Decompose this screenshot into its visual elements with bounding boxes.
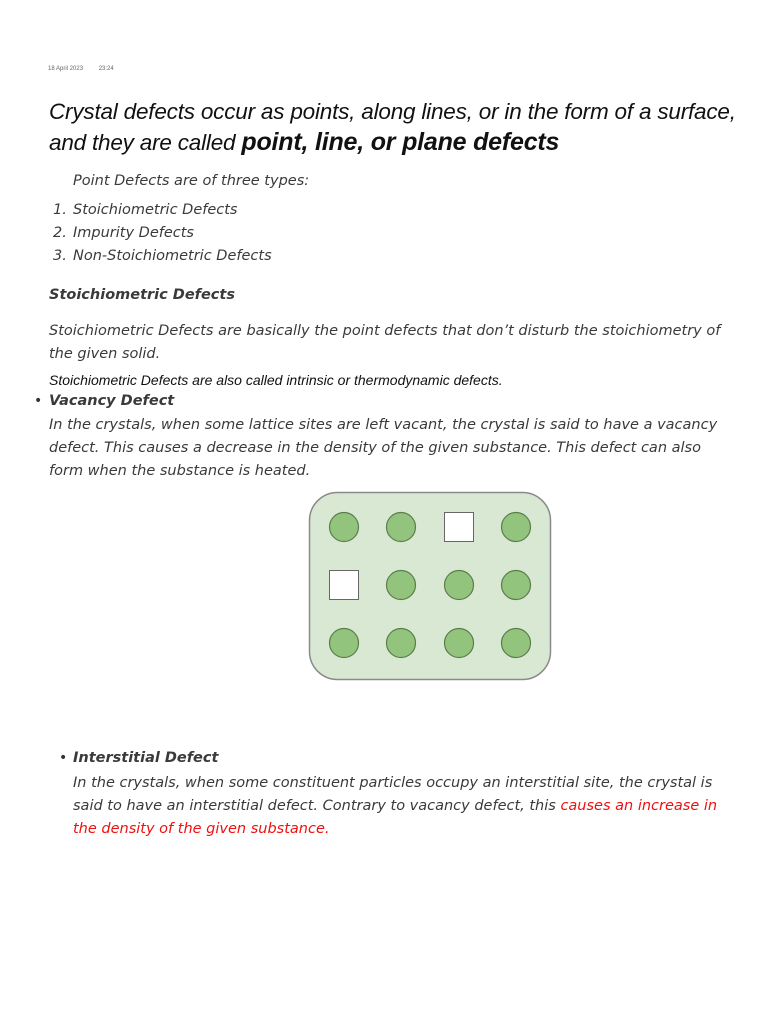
interstitial-bullet: • — [59, 750, 68, 766]
interstitial-text-highlight: causes an increase in the density of the given substance. — [73, 798, 718, 837]
point-defects-intro: Point Defects are of three types: — [73, 173, 310, 189]
page-headline — [49, 96, 759, 158]
atom-site — [330, 629, 359, 658]
list-label: Impurity Defects — [73, 225, 194, 241]
stoichiometric-alias-note: Stoichiometric Defects are also called intrinsic or thermodynamic defects. — [49, 372, 503, 388]
vacancy-site — [445, 513, 474, 542]
list-label: Stoichiometric Defects — [73, 202, 238, 218]
atom-site — [445, 629, 474, 658]
list-item — [53, 222, 272, 245]
atom-site — [387, 571, 416, 600]
headline-line2-prefix: and they are called — [49, 130, 242, 155]
atom-site — [445, 571, 474, 600]
atom-site — [502, 571, 531, 600]
list-label: Non-Stoichiometric Defects — [73, 248, 272, 264]
atom-site — [502, 629, 531, 658]
vacancy-heading: Vacancy Defect — [49, 393, 175, 409]
list-item — [53, 245, 272, 268]
note-timestamp — [48, 66, 128, 72]
list-item — [53, 199, 272, 222]
vacancy-defect-diagram — [308, 491, 552, 681]
interstitial-text-normal: In the crystals, when some constituent particles occupy an interstitial site, the crystal is said to have an interstitial defect. Contrary to vacancy defect, this — [73, 775, 713, 814]
list-number: 2. — [53, 225, 67, 241]
list-number: 1. — [53, 202, 67, 218]
atom-site — [387, 629, 416, 658]
headline-bold-term: point, line, or plane defects — [241, 128, 560, 156]
list-number: 3. — [53, 248, 67, 264]
atom-site — [330, 513, 359, 542]
stoichiometric-heading: Stoichiometric Defects — [49, 287, 235, 303]
interstitial-heading: Interstitial Defect — [73, 750, 219, 766]
vacancy-site — [330, 571, 359, 600]
vacancy-bullet: • — [34, 393, 43, 409]
atom-site — [502, 513, 531, 542]
atom-site — [387, 513, 416, 542]
note-time: 23:24 — [98, 66, 114, 72]
point-defect-types-list — [53, 199, 272, 268]
headline-line1: Crystal defects occur as points, along lines, or in the form of a surface, — [49, 99, 736, 124]
vacancy-description: In the crystals, when some lattice sites are left vacant, the crystal is said to have a vacancy defect. This causes a decrease in the density of the given substance. This defect can also form when the substance is heated. — [49, 417, 718, 479]
stoichiometric-description: Stoichiometric Defects are basically the point defects that don’t disturb the stoichiometry of the given solid. — [49, 323, 721, 362]
note-date: 18 April 2023 — [48, 66, 84, 72]
interstitial-description — [73, 772, 733, 841]
